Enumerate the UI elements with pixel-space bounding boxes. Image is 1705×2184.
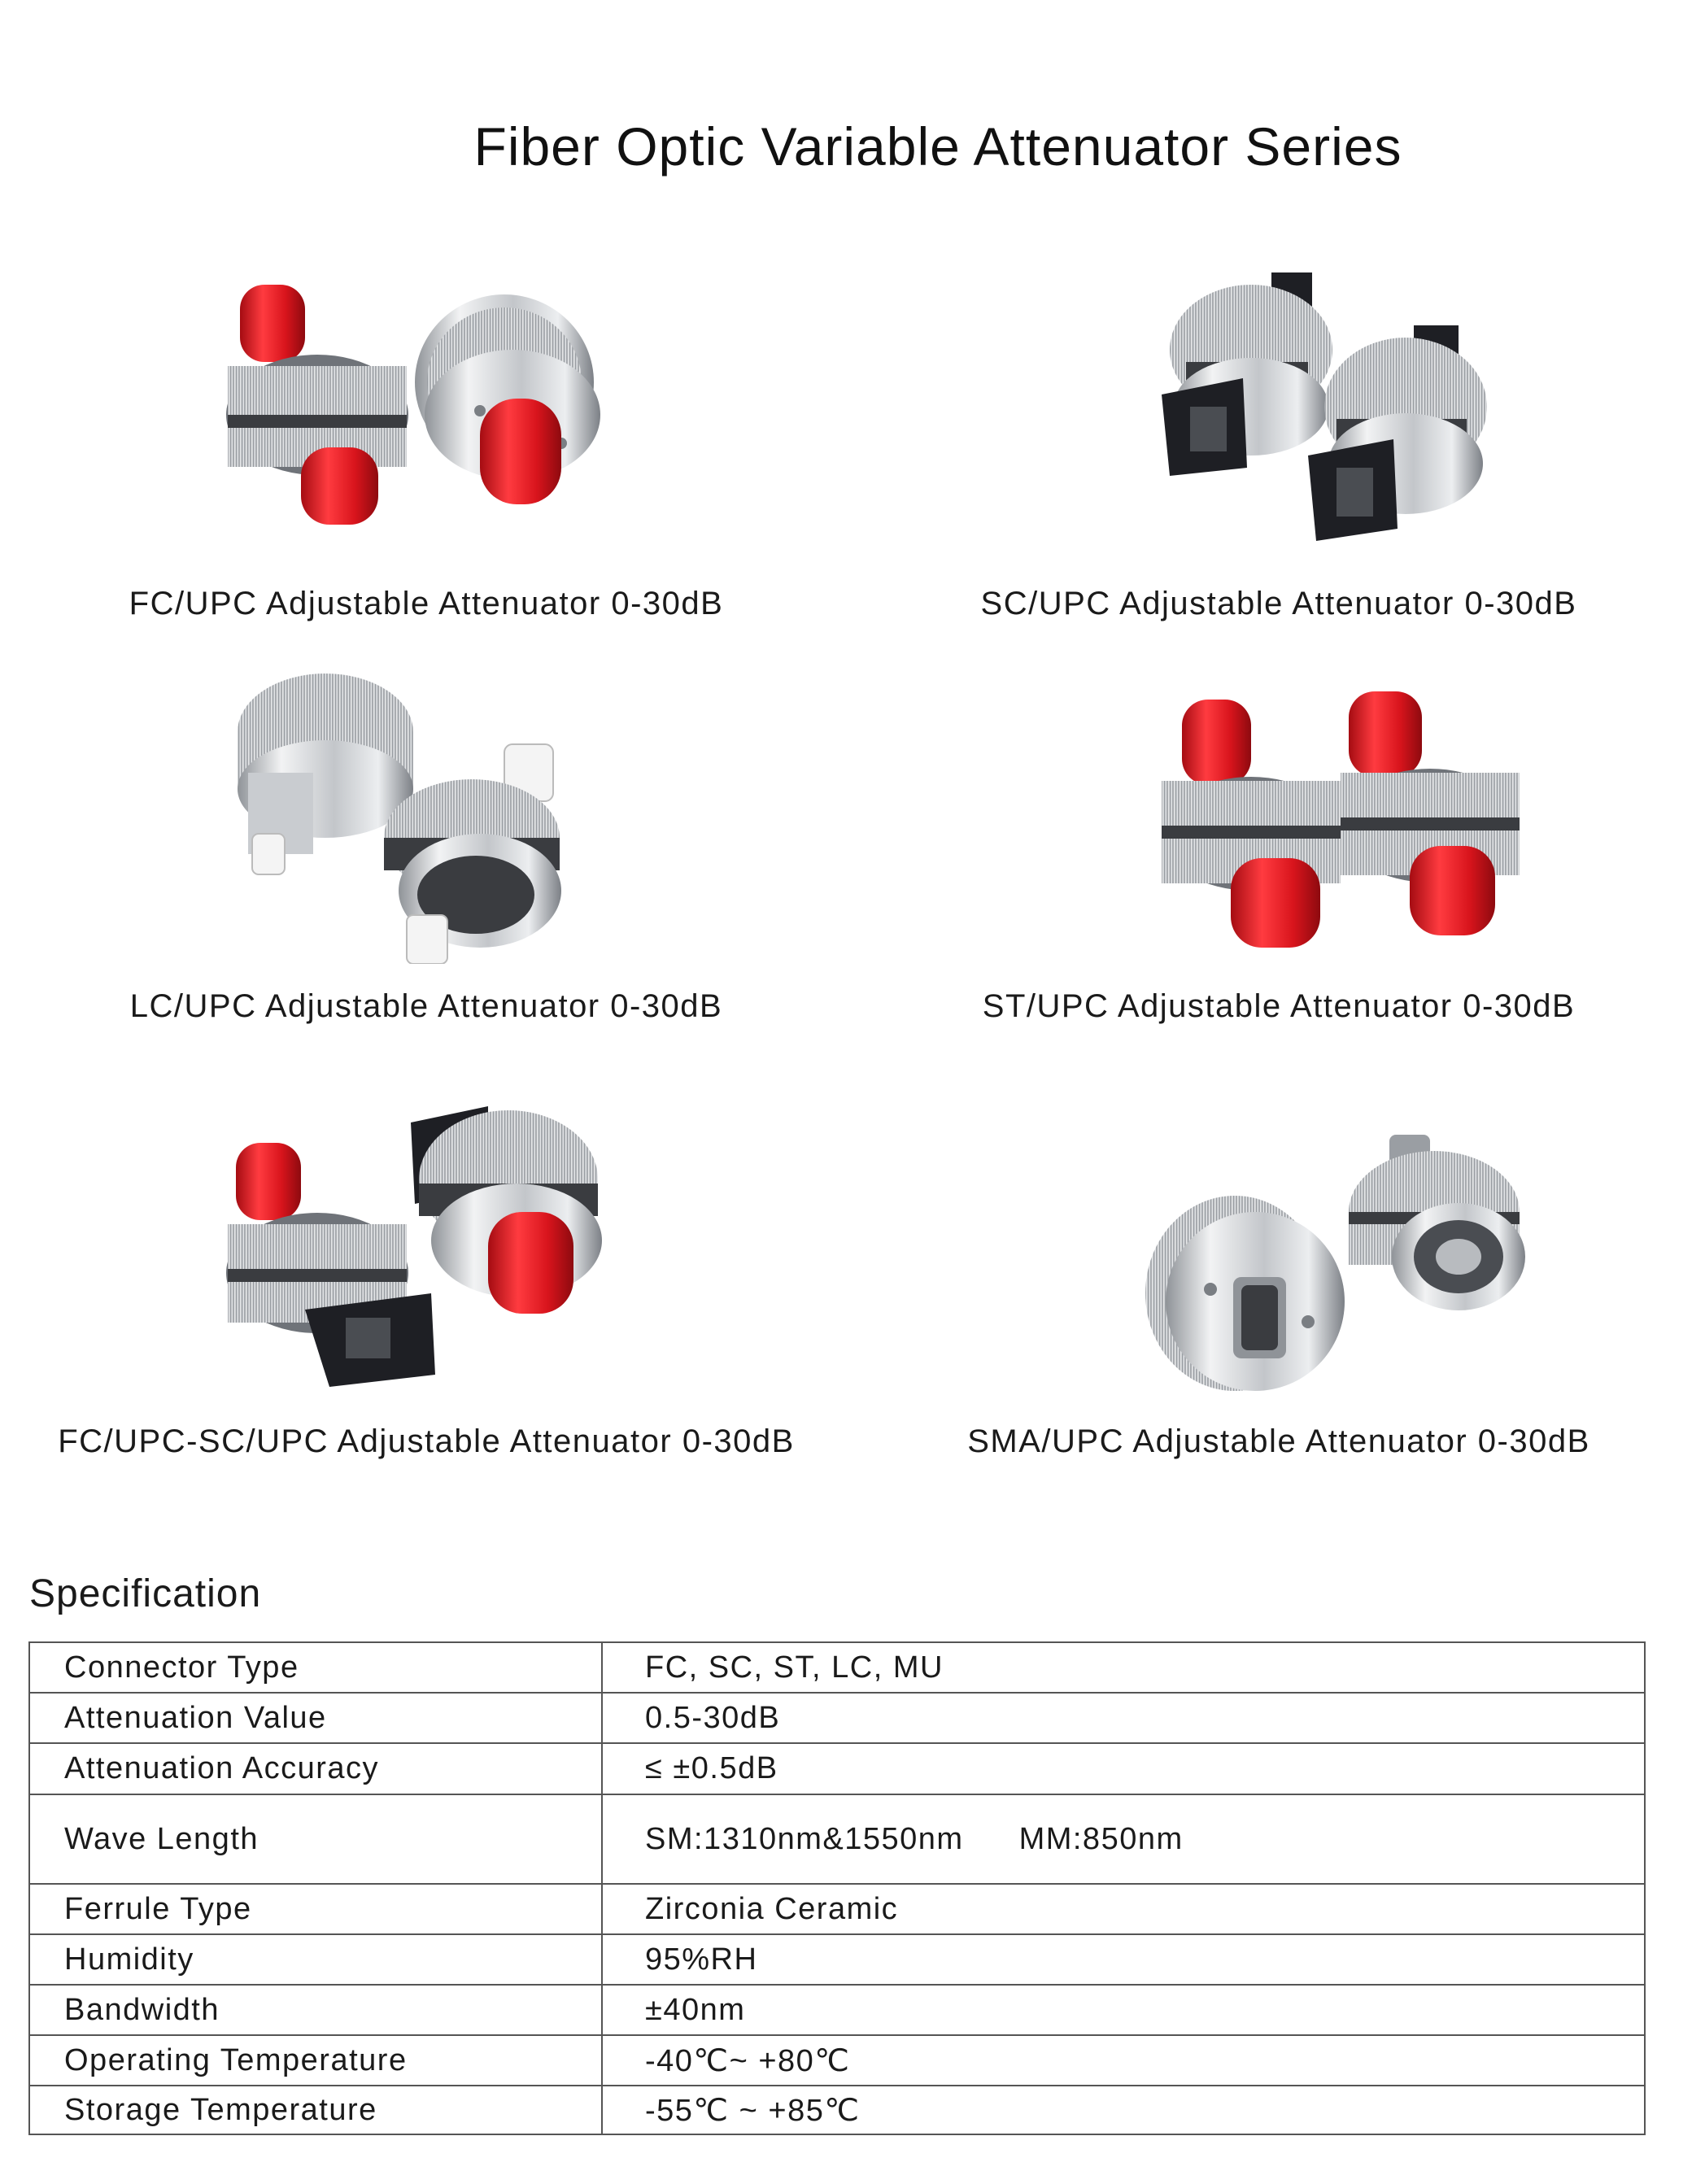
product-caption: SMA/UPC Adjustable Attenuator 0-30dB — [967, 1423, 1590, 1459]
product-caption: LC/UPC Adjustable Attenuator 0-30dB — [129, 988, 723, 1024]
product-caption: ST/UPC Adjustable Attenuator 0-30dB — [982, 988, 1576, 1024]
spec-value-sm: SM:1310nm&1550nm — [645, 1821, 964, 1856]
sma-attenuator-pair-image — [852, 1106, 1705, 1399]
spec-value: Zirconia Ceramic — [602, 1884, 1645, 1934]
product-st-attenuator — [852, 671, 1705, 1078]
table-row — [29, 1884, 1645, 1934]
spec-label: Wave Length — [29, 1794, 602, 1884]
spec-label: Operating Temperature — [29, 2035, 602, 2086]
spec-value — [602, 1794, 1645, 1884]
table-row — [29, 1934, 1645, 1985]
spec-label: Ferrule Type — [29, 1884, 602, 1934]
spec-label: Connector Type — [29, 1642, 602, 1693]
spec-value: -55℃ ~ +85℃ — [602, 2086, 1645, 2134]
spec-label: Attenuation Value — [29, 1693, 602, 1743]
product-fc-attenuator — [0, 268, 852, 675]
spec-value: ≤ ±0.5dB — [602, 1743, 1645, 1794]
spec-value: FC, SC, ST, LC, MU — [602, 1642, 1645, 1693]
table-row — [29, 1743, 1645, 1794]
st-attenuator-pair-image — [852, 671, 1705, 964]
product-sc-attenuator — [852, 268, 1705, 675]
specification-table — [28, 1641, 1646, 2135]
spec-label: Attenuation Accuracy — [29, 1743, 602, 1794]
sc-attenuator-pair-image — [852, 268, 1705, 561]
spec-value: -40℃~ +80℃ — [602, 2035, 1645, 2086]
specification-heading: Specification — [29, 1572, 262, 1615]
spec-label: Storage Temperature — [29, 2086, 602, 2134]
product-lc-attenuator — [0, 671, 852, 1078]
table-row — [29, 1985, 1645, 2035]
product-caption: FC/UPC Adjustable Attenuator 0-30dB — [129, 586, 724, 621]
table-row — [29, 2035, 1645, 2086]
spec-value-mm: MM:850nm — [1018, 1821, 1184, 1856]
spec-value: ±40nm — [602, 1985, 1645, 2035]
table-row — [29, 2086, 1645, 2134]
product-caption: FC/UPC-SC/UPC Adjustable Attenuator 0-30dB — [58, 1423, 795, 1459]
spec-label: Bandwidth — [29, 1985, 602, 2035]
spec-value: 0.5-30dB — [602, 1693, 1645, 1743]
product-fc-sc-attenuator — [0, 1106, 852, 1513]
page-title: Fiber Optic Variable Attenuator Series — [473, 116, 1402, 177]
lc-attenuator-pair-image — [0, 671, 852, 964]
fc-attenuator-pair-image — [0, 268, 852, 561]
table-row — [29, 1642, 1645, 1693]
spec-label: Humidity — [29, 1934, 602, 1985]
table-row — [29, 1693, 1645, 1743]
table-row — [29, 1794, 1645, 1884]
product-caption: SC/UPC Adjustable Attenuator 0-30dB — [980, 586, 1577, 621]
spec-value: 95%RH — [602, 1934, 1645, 1985]
fc-sc-attenuator-pair-image — [0, 1106, 852, 1399]
product-sma-attenuator — [852, 1106, 1705, 1513]
